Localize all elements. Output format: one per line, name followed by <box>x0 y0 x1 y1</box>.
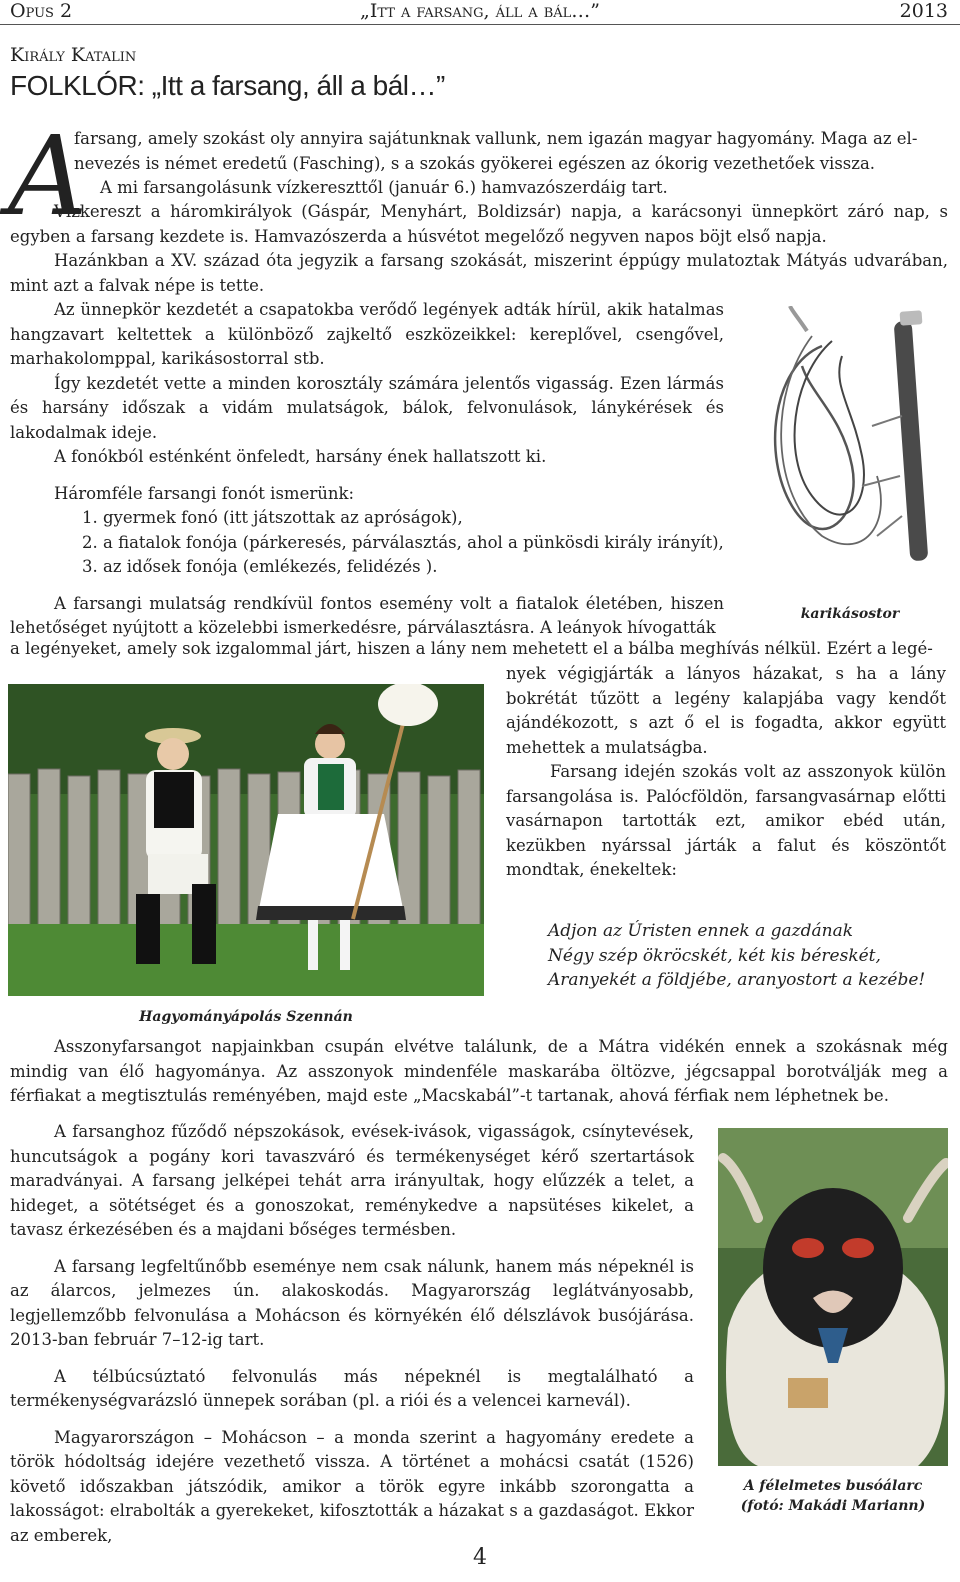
article-title: FOLKLÓR: „Itt a farsang, áll a bál…” <box>10 70 445 101</box>
header-journal: Opus 2 <box>10 0 73 22</box>
page-number: 4 <box>473 1545 487 1570</box>
article-author: Király Katalin <box>10 44 137 66</box>
intro-line-1: farsang, amely szokást oly annyira sajátunknak vallunk, nem igazán magyar hagyomány. Maga az el- <box>74 129 918 148</box>
couple-photo <box>8 684 484 996</box>
paragraph-fonok: A fonókból esténként önfeledt, harsány ének hallatszott ki. <box>54 447 547 466</box>
paragraph-nepszokasok: A farsanghoz fűződő népszokások, evések-ivások, vigasságok, csínytevések, huncutságok a pogány kori tavaszváró és termékenységet kérő szertartások maradványai. A farsang jelképei tehát arra irányultak, hogy elűzzék a telet, a hideget, a sötétséget és a gonoszokat, reménykedve a napsütéses kikelet, a tavasz érkezésében és a majdani bőséges termésben. <box>10 1122 694 1239</box>
folk-couple-image <box>8 684 484 996</box>
couple-caption: Hagyományápolás Szennán <box>139 1009 353 1025</box>
list-item: 1. gyermek fonó (itt játszottak az apróságok), <box>82 508 463 527</box>
intro-line-2: nevezés is német eredetű (Fasching), s a szokás gyökerei egészen az ókorig vezethetőek vissza. <box>74 153 876 173</box>
paragraph-mulatsag-end: nyek végigjárták a lányos házakat, s ha a lány bokrétát tűzött a legény kalapjába vagy kendőt ajándékozott, s azt ő el is fogadta, akkor együtt mehettek a mulatságba. <box>506 664 946 757</box>
paragraph-mulatsag-continued: a legényeket, amely sok izgalommal járt, hiszen a lány nem mehetett el a bálba meghívás nélkül. Ezért a legé- <box>10 639 933 658</box>
list-item: 2. a fiatalok fonója (párkeresés, párválasztás, ahol a pünkösdi király irányít), <box>82 532 724 552</box>
paragraph-unnepkor: Az ünnepkör kezdetét a csapatokba verődő legények adták hírül, akik hatalmas hangzavart keltettek a különböző zajkeltő eszközeikkel: kereplővel, csengővel, marhakolomppal, karikásostorral stb. <box>10 300 724 368</box>
poem-line: Adjon az Úristen ennek a gazdának <box>548 921 854 941</box>
intro-line-3: A mi farsangolásunk vízkereszttől (január 6.) hamvazószerdáig tart. <box>100 178 668 197</box>
poem-line: Négy szép ökröcskét, két kis béreskét, <box>548 945 881 966</box>
paragraph-igy: Így kezdetét vette a minden korosztály számára jelentős vigasság. Ezen lármás és harsány időszak a vidám mulatságok, bálok, felvonulások, lánykérések és lakodalmak ideje. <box>10 373 724 442</box>
mask-caption-credit: (fotó: Makádi Mariann) <box>740 1498 926 1514</box>
karikas-whip-image <box>752 306 948 578</box>
header-title: „Itt a farsang, áll a bál…” <box>359 0 600 22</box>
paragraph-hazankban: Hazánkban a XV. század óta jegyzik a farsang szokását, miszerint éppúgy mulatoztak Mátyás udvarában, mint azt a falvak népe is tette. <box>10 251 948 295</box>
body-block-4 <box>10 1120 694 1548</box>
body-block-1 <box>10 200 948 298</box>
body-block-2 <box>10 298 724 641</box>
paragraph-mulatsag-start: A farsangi mulatság rendkívül fontos esemény volt a fiatalok életében, hiszen lehetőséget nyújtott a közelebbi ismerkedésre, párválasztásra. A leányok hívogatták <box>10 593 724 637</box>
paragraph-vizkereszt: Vízkereszt a háromkirályok (Gáspár, Menyhárt, Boldizsár) napja, a karácsonyi ünnepkört záró nap, s egyben a farsang kezdete is. Hamvazószerda a húsvétot megelőző negyven napos böjt első napja. <box>10 202 948 246</box>
paragraph-feltunobb: A farsang legfeltűnőbb eseménye nem csak nálunk, hanem más népeknél is az álarcos, jelmezes ún. alakoskodás. Magyarország leglátványosabb, legjellemzőbb felvonulása a Mohácson és környékén élő délszlávok busójárása. 2013-ban február 7–12-ig tart. <box>10 1256 694 1349</box>
paragraph-telbucsuztato: A télbúcsúztató felvonulás más népeknél is megtalálható a termékenységvarázsló ünnepek sorában (pl. a riói és a velencei karnevál). <box>10 1366 694 1410</box>
fono-list <box>10 506 724 580</box>
paragraph-haromfele: Háromféle farsangi fonót ismerünk: <box>54 483 355 503</box>
paragraph-asszonyok: Farsang idején szokás volt az asszonyok külön farsangolása is. Palócföldön, farsangvasárnap előtti vasárnapon tartották ezt, amikor ebéd után, kezükben nyárssal járták a falut és köszöntőt mondtak, énekeltek: <box>506 762 946 879</box>
drop-cap: A <box>8 112 88 240</box>
whip-photo <box>752 306 948 578</box>
buso-mask-image <box>718 1128 948 1466</box>
mask-caption-title: A félelmetes busóálarc <box>743 1478 923 1494</box>
list-item: 3. az idősek fonója (emlékezés, felidézés ). <box>82 557 438 576</box>
whip-caption: karikásostor <box>800 606 900 622</box>
mask-caption <box>718 1476 948 1516</box>
paragraph-mohacs: Magyarországon – Mohácson – a monda szerint a hagyomány eredete a török hódoltság idejére vezethető vissza. A történet a mohácsi csatát (1526) követő időszakban játszódik, amikor a török egyre inkább szorongatta a lakosságot: elrabolták a gyerekeket, kifosztották a házakat s a gazdaságot. Ekkor az emberek, <box>10 1427 694 1545</box>
running-header <box>0 0 960 25</box>
poem-line: Aranyekét a földjébe, aranyostort a kezébe! <box>548 970 926 990</box>
paragraph-asszonyfarsang <box>10 1035 948 1109</box>
folk-poem <box>548 919 948 993</box>
intro-paragraph <box>74 127 948 201</box>
paragraph-asszonyfarsang-text: Asszonyfarsangot napjainkban csupán elvétve találunk, de a Mátra vidékén ennek a szokásnak még mindig van élő hagyománya. Az asszonyok mindenféle maskarába öltözve, jégcsappal borotválják meg a férfiakat a megtisztulás reményében, majd este „Macskabál”-t tartanak, ahová férfiak nem léphetnek be. <box>10 1037 948 1105</box>
body-block-3 <box>506 662 946 883</box>
busomask-photo <box>718 1128 948 1466</box>
header-year: 2013 <box>899 0 948 22</box>
